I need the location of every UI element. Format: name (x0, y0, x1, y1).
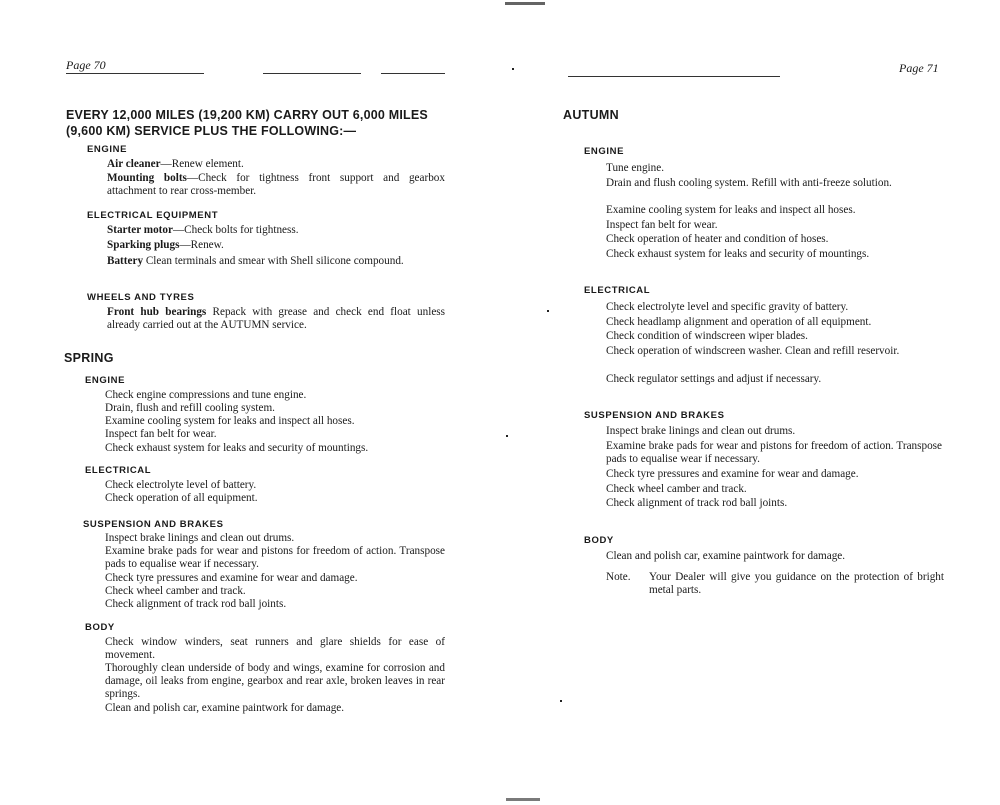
list-item: Clean and polish car, examine paintwork for damage. (105, 702, 345, 714)
list-item: Check exhaust system for leaks and security of mountings. (105, 442, 369, 454)
list-item: Examine cooling system for leaks and inspect all hoses. (105, 415, 355, 427)
scan-mark (506, 798, 540, 801)
autumn-body-subheading: BODY (584, 535, 614, 546)
list-item: Check operation of all equipment. (105, 492, 258, 504)
list-item: Check alignment of track rod ball joints. (606, 497, 788, 509)
page-number-right: Page 71 (899, 61, 939, 75)
list-item: Inspect fan belt for wear. (606, 219, 718, 231)
header-rule (263, 73, 361, 74)
list-item: Inspect brake linings and clean out drums. (606, 425, 796, 437)
list-item: Examine brake pads for wear and pistons for freedom of action. Transpose pads to equalise wear if necessary. (105, 545, 445, 571)
autumn-suspension-subheading: SUSPENSION AND BRAKES (584, 410, 725, 421)
list-item: Inspect fan belt for wear. (105, 428, 217, 440)
engine-subheading: ENGINE (87, 144, 128, 155)
list-item: Check wheel camber and track. (606, 483, 747, 495)
scan-mark (505, 2, 545, 5)
note-label: Note. (606, 571, 631, 583)
list-item: Drain and flush cooling system. Refill with anti-freeze solution. (606, 177, 892, 189)
list-item: Front hub bearings Repack with grease and check end float unless already carried out at the AUTUMN service. (107, 306, 445, 332)
list-item: Check tyre pressures and examine for wear and damage. (105, 572, 358, 584)
list-item: Check alignment of track rod ball joints. (105, 598, 287, 610)
scan-mark (506, 435, 508, 437)
list-item: Check condition of windscreen wiper blades. (606, 330, 808, 342)
autumn-heading: AUTUMN (563, 108, 619, 122)
electrical-equipment-subheading: ELECTRICAL EQUIPMENT (87, 210, 219, 221)
header-rule (66, 73, 204, 74)
wheels-subheading: WHEELS AND TYRES (87, 292, 195, 303)
list-item: Check headlamp alignment and operation of all equipment. (606, 316, 872, 328)
main-heading: EVERY 12,000 MILES (19,200 KM) CARRY OUT 6,000 MILES (9,600 KM) SERVICE PLUS THE FOLLOWING:— (66, 108, 428, 138)
header-rule (381, 73, 445, 74)
page-number-left: Page 70 (66, 58, 106, 72)
spring-heading: SPRING (64, 351, 114, 365)
list-item: Examine cooling system for leaks and inspect all hoses. (606, 204, 856, 216)
list-item: Tune engine. (606, 162, 665, 174)
list-item: Check engine compressions and tune engine. (105, 389, 307, 401)
list-item: Clean and polish car, examine paintwork for damage. (606, 550, 846, 562)
list-item: Check operation of heater and condition of hoses. (606, 233, 829, 245)
list-item: Check electrolyte level of battery. (105, 479, 257, 491)
scan-mark (560, 700, 562, 702)
list-item: Battery Clean terminals and smear with Shell silicone compound. (107, 255, 404, 267)
list-item: Sparking plugs—Renew. (107, 239, 224, 251)
list-item: Drain, flush and refill cooling system. (105, 402, 275, 414)
list-item: Air cleaner—Renew element. (107, 158, 244, 170)
list-item: Check electrolyte level and specific gravity of battery. (606, 301, 849, 313)
list-item: Starter motor—Check bolts for tightness. (107, 224, 299, 236)
list-item: Mounting bolts—Check for tightness front support and gearbox attachment to rear cross-member. (107, 172, 445, 198)
list-item: Examine brake pads for wear and pistons for freedom of action. Transpose pads to equalise wear if necessary. (606, 440, 942, 466)
list-item: Check exhaust system for leaks and security of mountings. (606, 248, 870, 260)
list-item: Check regulator settings and adjust if necessary. (606, 373, 822, 385)
spring-body-subheading: BODY (85, 622, 115, 633)
note-text: Your Dealer will give you guidance on the protection of bright metal parts. (649, 571, 944, 597)
scan-mark (547, 310, 549, 312)
autumn-electrical-subheading: ELECTRICAL (584, 285, 651, 296)
spring-engine-subheading: ENGINE (85, 375, 126, 386)
list-item: Check tyre pressures and examine for wear and damage. (606, 468, 859, 480)
list-item: Thoroughly clean underside of body and wings, examine for corrosion and damage, oil leaks from engine, gearbox and rear axle, broken leaves in rear springs. (105, 662, 445, 701)
list-item: Check wheel camber and track. (105, 585, 246, 597)
header-rule (568, 76, 780, 77)
list-item: Inspect brake linings and clean out drums. (105, 532, 295, 544)
list-item: Check window winders, seat runners and glare shields for ease of movement. (105, 636, 445, 662)
spring-suspension-subheading: SUSPENSION AND BRAKES (83, 519, 224, 530)
scan-mark (512, 68, 514, 70)
list-item: Check operation of windscreen washer. Clean and refill reservoir. (606, 345, 900, 357)
spring-electrical-subheading: ELECTRICAL (85, 465, 152, 476)
autumn-engine-subheading: ENGINE (584, 146, 625, 157)
